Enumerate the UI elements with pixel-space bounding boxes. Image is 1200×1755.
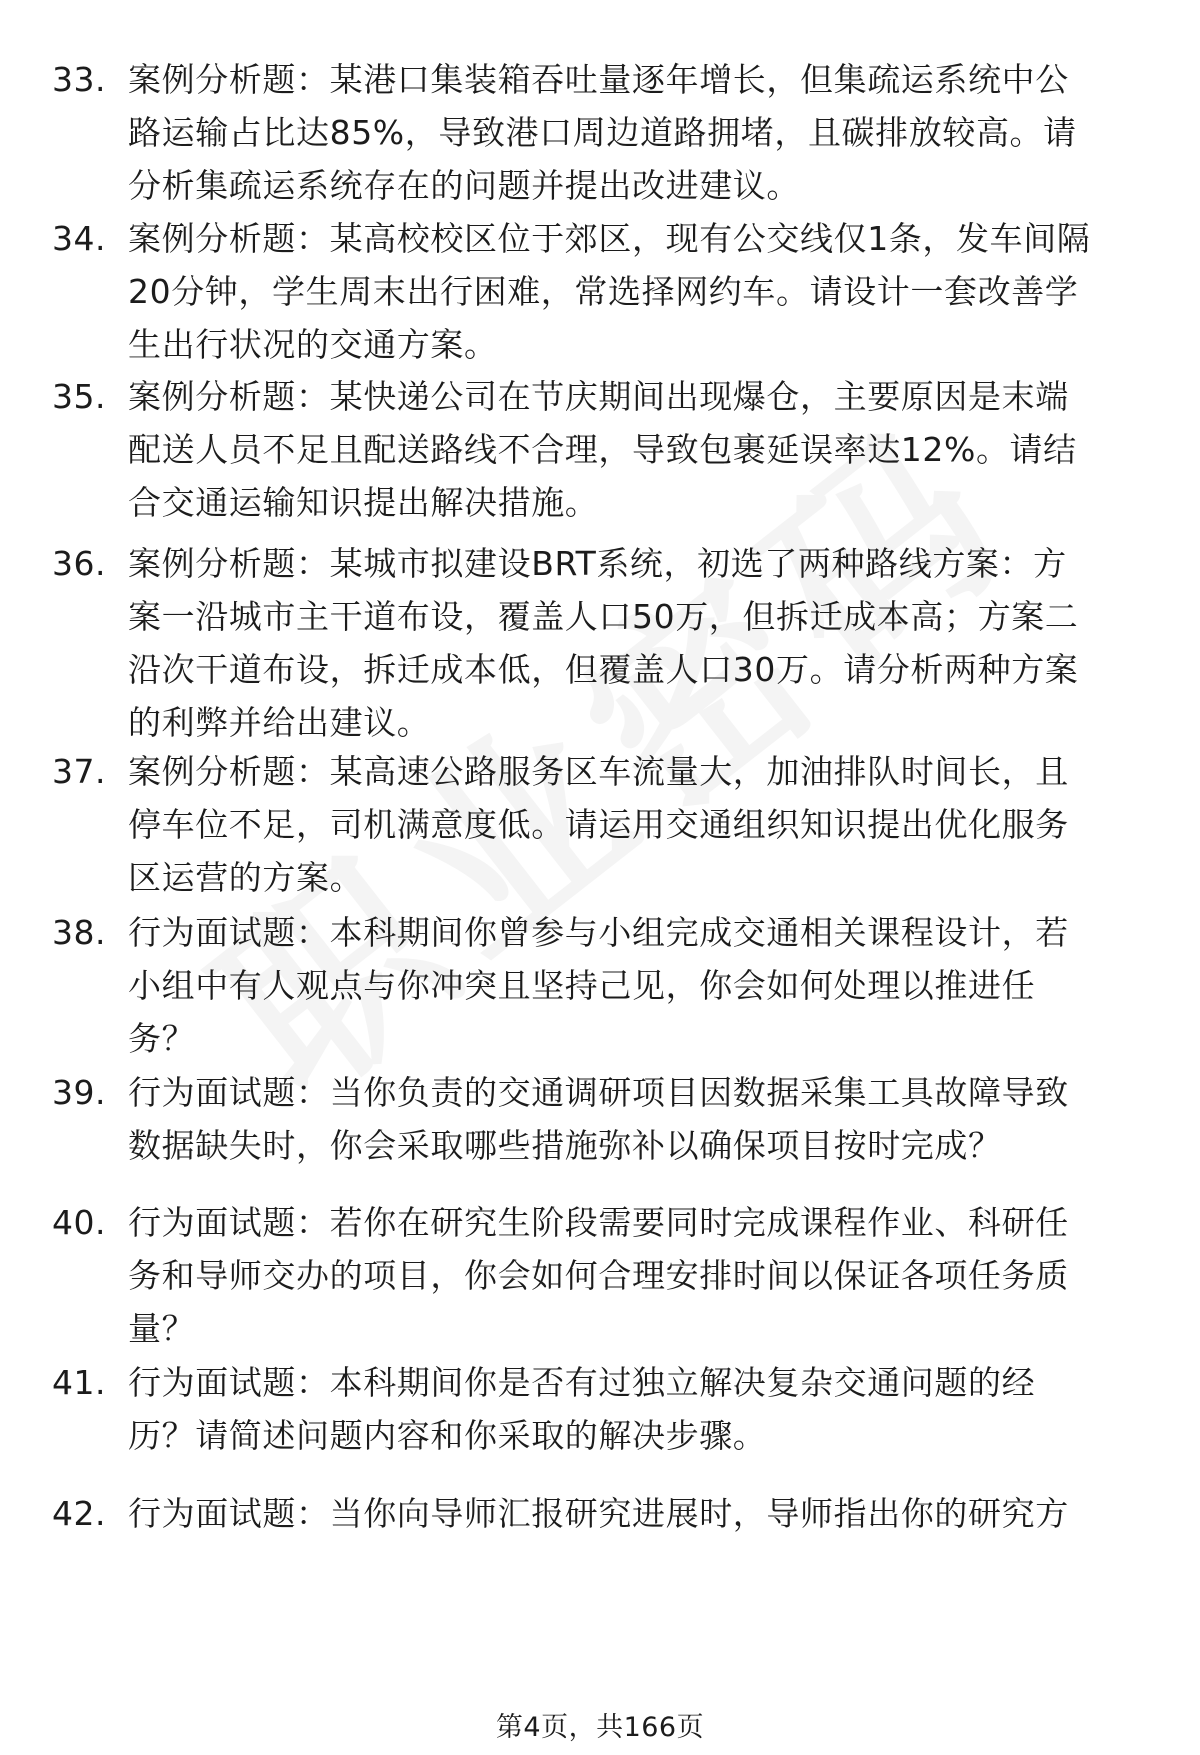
question-line: 区运营的方案。 xyxy=(128,858,364,897)
question-number: 34. xyxy=(52,219,106,258)
question-text xyxy=(128,1066,1128,1172)
question-line: 停车位不足，司机满意度低。请运用交通组织知识提出优化服务 xyxy=(128,805,1069,844)
question-text xyxy=(128,1196,1128,1355)
question-line: 行为面试题：若你在研究生阶段需要同时完成课程作业、科研任 xyxy=(128,1203,1069,1242)
question-text xyxy=(128,53,1128,212)
question-line: 行为面试题：本科期间你曾参与小组完成交通相关课程设计，若 xyxy=(128,913,1069,952)
question-text xyxy=(128,906,1128,1065)
question-line: 沿次干道布设，拆迁成本低，但覆盖人口30万。请分析两种方案 xyxy=(128,650,1079,689)
question-line: 量？ xyxy=(128,1309,196,1348)
page-number-footer: 第4页，共166页 xyxy=(495,1712,705,1743)
question-text xyxy=(128,1487,1128,1540)
question-line: 案一沿城市主干道布设，覆盖人口50万，但拆迁成本高；方案二 xyxy=(128,597,1079,636)
question-number: 39. xyxy=(52,1073,106,1112)
question-line: 行为面试题：当你负责的交通调研项目因数据采集工具故障导致 xyxy=(128,1073,1069,1112)
question-line: 的利弊并给出建议。 xyxy=(128,703,431,742)
question-line: 案例分析题：某港口集装箱吞吐量逐年增长，但集疏运系统中公 xyxy=(128,60,1069,99)
question-number: 33. xyxy=(52,60,106,99)
question-line: 数据缺失时，你会采取哪些措施弥补以确保项目按时完成？ xyxy=(128,1126,1002,1165)
question-line: 配送人员不足且配送路线不合理，导致包裹延误率达12%。请结 xyxy=(128,430,1077,469)
question-number: 36. xyxy=(52,544,106,583)
question-number: 41. xyxy=(52,1363,106,1402)
question-number: 37. xyxy=(52,752,106,791)
question-number: 40. xyxy=(52,1203,106,1242)
question-line: 案例分析题：某城市拟建设BRT系统，初选了两种路线方案：方 xyxy=(128,544,1067,583)
question-number: 38. xyxy=(52,913,106,952)
question-line: 历？请简述问题内容和你采取的解决步骤。 xyxy=(128,1416,767,1455)
question-line: 生出行状况的交通方案。 xyxy=(128,325,498,364)
question-text xyxy=(128,370,1128,529)
question-line: 小组中有人观点与你冲突且坚持己见，你会如何处理以推进任 xyxy=(128,966,1036,1005)
question-line: 合交通运输知识提出解决措施。 xyxy=(128,483,599,522)
question-line: 案例分析题：某高校校区位于郊区，现有公交线仅1条，发车间隔 xyxy=(128,219,1091,258)
question-text xyxy=(128,537,1128,749)
question-line: 路运输占比达85%，导致港口周边道路拥堵，且碳排放较高。请 xyxy=(128,113,1077,152)
question-line: 分析集疏运系统存在的问题并提出改进建议。 xyxy=(128,166,800,205)
question-line: 务和导师交办的项目，你会如何合理安排时间以保证各项任务质 xyxy=(128,1256,1069,1295)
question-text xyxy=(128,1356,1128,1462)
question-text xyxy=(128,212,1128,371)
question-number: 35. xyxy=(52,377,106,416)
question-line: 案例分析题：某高速公路服务区车流量大，加油排队时间长，且 xyxy=(128,752,1069,791)
question-line: 行为面试题：本科期间你是否有过独立解决复杂交通问题的经 xyxy=(128,1363,1036,1402)
question-line: 务？ xyxy=(128,1019,196,1058)
question-number: 42. xyxy=(52,1494,106,1533)
question-line: 行为面试题：当你向导师汇报研究进展时，导师指出你的研究方 xyxy=(128,1494,1069,1533)
question-text xyxy=(128,745,1128,904)
question-line: 案例分析题：某快递公司在节庆期间出现爆仓，主要原因是末端 xyxy=(128,377,1069,416)
question-line: 20分钟，学生周末出行困难，常选择网约车。请设计一套改善学 xyxy=(128,272,1079,311)
